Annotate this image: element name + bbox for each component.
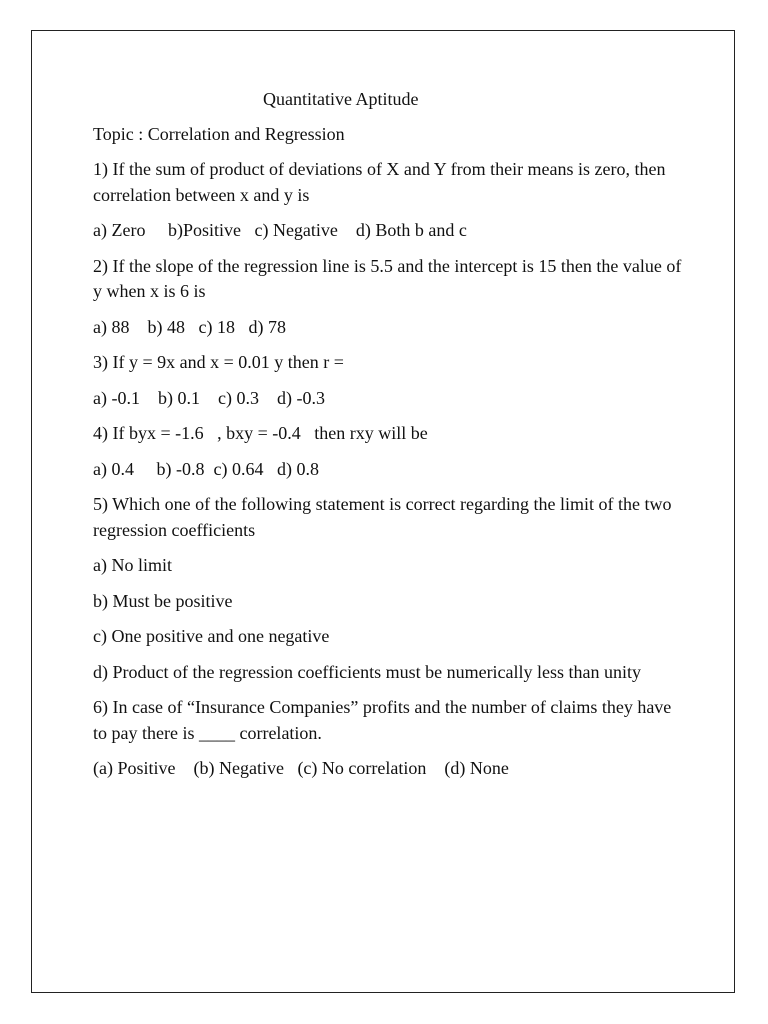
question-5-option-a: a) No limit xyxy=(93,555,172,575)
document-content xyxy=(93,87,683,792)
question-4-text: 4) If byx = -1.6 , bxy = -0.4 then rxy will be xyxy=(93,423,428,443)
question-2-options: a) 88 b) 48 c) 18 d) 78 xyxy=(93,316,286,337)
question-5-text: 5) Which one of the following statement is correct regarding the limit of the two regression coefficients xyxy=(93,494,672,540)
question-2-text: 2) If the slope of the regression line is 5.5 and the intercept is 15 then the value of y when x is 6 is xyxy=(93,255,682,301)
question-5-option-d: d) Product of the regression coefficients must be numerically less than unity xyxy=(93,661,642,682)
question-3-text: 3) If y = 9x and x = 0.01 y then r = xyxy=(93,352,344,372)
question-5-option-c: c) One positive and one negative xyxy=(93,626,330,646)
question-3-options: a) -0.1 b) 0.1 c) 0.3 d) -0.3 xyxy=(93,387,325,408)
topic-line: Topic : Correlation and Regression xyxy=(93,123,345,144)
question-4-options: a) 0.4 b) -0.8 c) 0.64 d) 0.8 xyxy=(93,458,319,479)
question-1-options: a) Zero b)Positive c) Negative d) Both b and c xyxy=(93,220,467,240)
question-5-option-b: b) Must be positive xyxy=(93,590,233,611)
question-6-options: (a) Positive (b) Negative (c) No correlation (d) None xyxy=(93,758,509,778)
document-title: Quantitative Aptitude xyxy=(263,89,419,109)
question-1-text: 1) If the sum of product of deviations of X and Y from their means is zero, then correlation between x and y is xyxy=(93,159,666,205)
question-6-text: 6) In case of “Insurance Companies” profits and the number of claims they have to pay there is ____ correlation. xyxy=(93,697,672,743)
